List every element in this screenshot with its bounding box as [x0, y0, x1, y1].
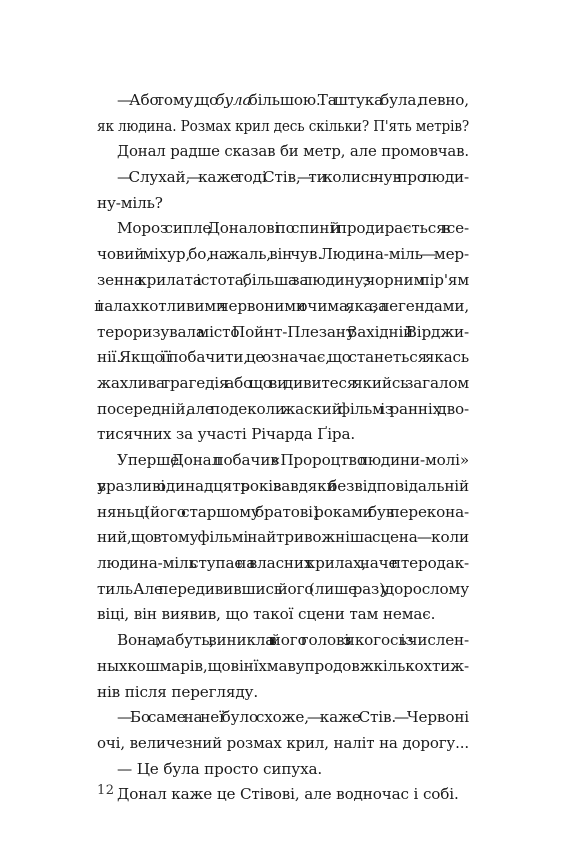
text-line	[0, 91, 565, 117]
text-line-content: нів після перегляду.	[97, 683, 259, 701]
text-line	[0, 708, 565, 734]
text-line	[0, 760, 565, 786]
text-line-content: і палахкотливими червоними очима, яка, за легендами,	[97, 297, 469, 315]
text-line	[0, 374, 565, 400]
text-line-content: ний, що в тому фільмі найтривожніша сцена — коли	[97, 528, 469, 546]
text-line	[0, 194, 565, 220]
text-line	[0, 142, 565, 168]
text-line-content: тисячних за участі Річарда Ґіра.	[97, 425, 356, 443]
text-line	[0, 348, 565, 374]
page-number: 12	[97, 783, 115, 798]
text-line-content: — Бо саме на неї було схоже, — каже Стів. — Червоні	[117, 708, 469, 726]
text-line-content: тероризувала місто Пойнт-Плезант у Західній Вірджи-	[97, 323, 469, 341]
text-line	[0, 451, 565, 477]
text-line	[0, 425, 565, 451]
text-line-content: ных кошмарів, що він їх мав упродовж кількох тиж-	[97, 657, 469, 675]
text-line-content: людина-міль ступає на власних крилах, наче птеродак-	[97, 554, 469, 572]
text-line	[0, 605, 565, 631]
text-line	[0, 323, 565, 349]
text-line	[0, 117, 565, 143]
text-line	[0, 785, 565, 811]
text-line-content: зенна крилата істота, більша за людину, з чорним пір'ям	[97, 271, 469, 289]
text-line-content: як людина. Розмах крил десь скільки? П'ять метрів?	[97, 117, 469, 135]
text-line	[0, 477, 565, 503]
text-line-content: Донал каже це Стівові, але водночас і собі.	[117, 785, 459, 803]
text-line-content: нії. Якщо її побачити, це означає, що станеться якась	[97, 348, 469, 366]
text-line-content: Уперше Донал побачив «Пророцтво людини-молі»	[117, 451, 469, 469]
text-line-content: посередній, але подеколи жаский фільм із ранніх дво-	[97, 400, 469, 418]
text-line-content: у вразливі одинадцять років завдяки безвідповідальній	[97, 477, 469, 495]
text-line-content: Вона, мабуть, виникла в його голові з якогось із числен-	[117, 631, 469, 649]
text-line	[0, 245, 565, 271]
text-line	[0, 400, 565, 426]
text-line	[0, 271, 565, 297]
text-line-content: — Це була просто сипуха.	[117, 760, 323, 778]
text-line-content: віці, він виявив, що такої сцени там немає.	[97, 605, 436, 623]
emphasis: була	[215, 91, 252, 109]
text-line-content: — Слухай, — каже тоді Стів, — ти колись чув про люди-	[117, 168, 469, 186]
text-line-content: ну-міль?	[97, 194, 163, 212]
text-line	[0, 219, 565, 245]
text-line	[0, 734, 565, 760]
text-line-content: няньці (його старшому братові) і роками був переконa-	[97, 503, 469, 521]
text-line	[0, 503, 565, 529]
text-line	[0, 528, 565, 554]
text-line	[0, 631, 565, 657]
text-line-content: Донал радше сказав би метр, але промовчав.	[117, 142, 469, 160]
text-line	[0, 683, 565, 709]
text-line-content: Мороз сипле Доналові по спині й продирається в се-	[117, 219, 469, 237]
text-line	[0, 168, 565, 194]
text-line-content: тиль. Але передивившись його (лише раз) у дорослому	[97, 580, 469, 598]
text-line-content: — Або тому, що була більшою. Та штука була, певно,	[117, 91, 469, 109]
text-line	[0, 554, 565, 580]
text-line-content: очі, величезний розмах крил, наліт на дорогу...	[97, 734, 469, 752]
text-line-content: жахлива трагедія або що ви дивитеся якийсь загалом	[97, 374, 469, 392]
text-line-content: човий міхур, бо, на жаль, він чув. Людина-міль — мер-	[97, 245, 469, 263]
text-line	[0, 657, 565, 683]
text-line	[0, 580, 565, 606]
text-line	[0, 297, 565, 323]
